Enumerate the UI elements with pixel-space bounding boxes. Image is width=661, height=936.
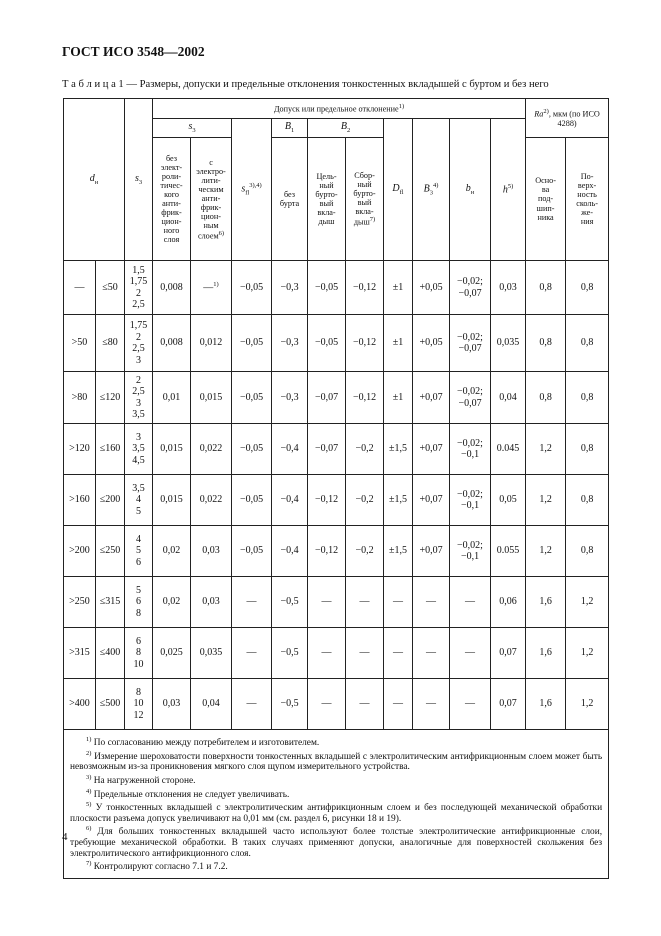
cell-bh: — (450, 577, 491, 628)
cell-dn-from: >400 (64, 679, 96, 730)
cell-b2-assembled: — (346, 679, 384, 730)
header-word: бурта (279, 199, 300, 208)
cell-dn-from: >120 (64, 424, 96, 475)
cell-b2-solid: −0,12 (308, 526, 346, 577)
cell-bh: — (450, 628, 491, 679)
header-word: ного (163, 226, 180, 236)
footnote: $^{5)}$ У тонкостенных вкладышей с электролитическим антифрикционным слоем и без последующей механической обработки плоскости разъема допуск увеличивают на 0,01 мм (см. раздел 6, рисунки 18 и 19). (70, 801, 603, 824)
header-word: с (209, 157, 213, 167)
cell-b2-assembled: −0,12 (346, 372, 384, 424)
cell-s3-no-electro: 0,008 (153, 261, 191, 315)
cell-b3: +0,07 (413, 424, 450, 475)
cell-sfl: −0,05 (232, 372, 272, 424)
header-word: Осно- (535, 176, 556, 186)
table-row (64, 628, 609, 679)
header-word: вый (319, 199, 334, 208)
cell-bh: −0,02; −0,1 (450, 526, 491, 577)
cell-b2-solid: — (308, 628, 346, 679)
cell-s3-electro: 0,012 (191, 315, 232, 372)
cell-sfl: −0,05 (232, 526, 272, 577)
header-word: же- (581, 208, 594, 218)
cell-dfl: ±1,5 (384, 526, 413, 577)
cell-dfl: — (384, 679, 413, 730)
header-word: ным (203, 220, 219, 230)
cell-h: 0,07 (491, 679, 526, 730)
table-row (64, 315, 609, 372)
header-word: без (284, 189, 296, 199)
cell-b2-assembled: −0,2 (346, 424, 384, 475)
cell-ra-base: 0,8 (526, 261, 566, 315)
cell-ra-base: 1,2 (526, 475, 566, 526)
cell-sfl: −0,05 (232, 261, 272, 315)
cell-b1: −0,3 (272, 261, 308, 315)
header-word: ва (541, 185, 550, 195)
cell-dfl: ±1 (384, 261, 413, 315)
header-s3-group: $s_3$ (153, 119, 232, 138)
cell-dfl: ±1,5 (384, 475, 413, 526)
cell-dn-from: >50 (64, 315, 96, 372)
cell-s3-electro: 0,035 (191, 628, 232, 679)
header-dn: $d_н$ (64, 99, 125, 261)
cell-b2-assembled: −0,2 (346, 475, 384, 526)
header-word: Цель- (316, 171, 337, 181)
cell-ra-surface: 0,8 (566, 372, 609, 424)
cell-ra-base: 1,6 (526, 577, 566, 628)
header-word: По- (580, 171, 594, 181)
cell-b1: −0,4 (272, 526, 308, 577)
header-b3: $B_3^{4)}$ (413, 119, 450, 261)
header-word: ника (537, 212, 554, 222)
cell-dn-to: ≤200 (96, 475, 125, 526)
cell-b2-assembled: — (346, 628, 384, 679)
cell-ra-surface: 0,8 (566, 475, 609, 526)
cell-dn-to: ≤315 (96, 577, 125, 628)
cell-b2-assembled: — (346, 577, 384, 628)
header-b1-no-collar (272, 138, 308, 261)
cell-dn-from: >250 (64, 577, 96, 628)
cell-s3-electro: 0,03 (191, 577, 232, 628)
cell-dfl: ±1 (384, 315, 413, 372)
cell-dfl: — (384, 577, 413, 628)
cell-ra-base: 0,8 (526, 372, 566, 424)
header-dfl: $D_{fl}$ (384, 119, 413, 261)
cell-s3-no-electro: 0,015 (153, 475, 191, 526)
cell-s3-values: 5 6 8 (125, 577, 153, 628)
cell-b1: −0,3 (272, 315, 308, 372)
cell-s3-no-electro: 0,02 (153, 526, 191, 577)
header-b2-group: $B_2$ (308, 119, 384, 138)
cell-b3: +0,07 (413, 526, 450, 577)
header-word: под- (538, 194, 554, 204)
footnote: $^{3)}$ На нагруженной стороне. (86, 773, 196, 786)
table-row (64, 261, 609, 315)
cell-s3-electro: —$^{1)}$ (191, 261, 232, 315)
header-word: вый (357, 198, 372, 208)
table-row (64, 679, 609, 730)
cell-ra-surface: 1,2 (566, 679, 609, 730)
table-row (64, 475, 609, 526)
cell-dfl: ±1,5 (384, 424, 413, 475)
cell-ra-base: 0,8 (526, 315, 566, 372)
cell-b3: +0,07 (413, 372, 450, 424)
cell-h: 0.055 (491, 526, 526, 577)
cell-s3-electro: 0,04 (191, 679, 232, 730)
header-word: бурто- (353, 189, 376, 199)
cell-sfl: −0,05 (232, 424, 272, 475)
table-notes (64, 730, 609, 879)
cell-ra-surface: 0,8 (566, 315, 609, 372)
cell-ra-base: 1,2 (526, 526, 566, 577)
cell-dfl: — (384, 628, 413, 679)
cell-h: 0,05 (491, 475, 526, 526)
cell-b3: — (413, 577, 450, 628)
cell-sfl: −0,05 (232, 475, 272, 526)
cell-b3: +0,05 (413, 315, 450, 372)
cell-dn-to: ≤50 (96, 261, 125, 315)
table-body (64, 261, 609, 730)
header-word: фрик- (161, 208, 182, 218)
cell-sfl: — (232, 628, 272, 679)
cell-dn-from: >160 (64, 475, 96, 526)
cell-b1: −0,4 (272, 424, 308, 475)
cell-b3: — (413, 628, 450, 679)
cell-bh: −0,02; −0,07 (450, 372, 491, 424)
header-word: сколь- (576, 199, 598, 208)
cell-s3-no-electro: 0,03 (153, 679, 191, 730)
cell-b2-solid: −0,05 (308, 261, 346, 315)
cell-dn-from: — (64, 261, 96, 315)
cell-b2-solid: −0,07 (308, 424, 346, 475)
cell-ra-base: 1,2 (526, 424, 566, 475)
cell-bh: −0,02; −0,07 (450, 315, 491, 372)
header-word: ческим (198, 184, 224, 194)
table-row (64, 577, 609, 628)
cell-s3-values: 3,5 4 5 (125, 475, 153, 526)
header-word: слоя (163, 235, 180, 245)
cell-s3-values: 1,5 1,75 2 2,5 (125, 261, 153, 315)
header-word: дыш (318, 217, 335, 227)
cell-s3-no-electro: 0,025 (153, 628, 191, 679)
cell-s3-no-electro: 0,01 (153, 372, 191, 424)
header-word: элект- (160, 162, 183, 172)
header-ra-surface (566, 138, 609, 261)
header-word: Сбор- (354, 171, 375, 181)
cell-ra-surface: 0,8 (566, 261, 609, 315)
cell-ra-surface: 1,2 (566, 628, 609, 679)
cell-s3-values: 6 8 10 (125, 628, 153, 679)
header-word: электро- (196, 166, 226, 176)
header-bh: $b_н$ (450, 119, 491, 261)
cell-sfl: — (232, 577, 272, 628)
cell-b1: −0,3 (272, 372, 308, 424)
cell-b2-solid: — (308, 679, 346, 730)
document-header: ГОСТ ИСО 3548—2002 (62, 44, 205, 59)
header-word: вкла- (317, 208, 336, 218)
cell-b2-assembled: −0,12 (346, 315, 384, 372)
cell-dn-from: >315 (64, 628, 96, 679)
page-number: 4 (62, 831, 68, 843)
header-word: без (166, 153, 178, 163)
cell-dn-to: ≤400 (96, 628, 125, 679)
header-word: ный (357, 180, 372, 190)
header-h: $h^{5)}$ (491, 119, 526, 261)
header-word: лити- (201, 175, 221, 185)
cell-ra-surface: 1,2 (566, 577, 609, 628)
cell-bh: −0,02; −0,07 (450, 261, 491, 315)
cell-h: 0,06 (491, 577, 526, 628)
cell-b2-solid: −0,07 (308, 372, 346, 424)
header-b2-assembled: Сбор- ный бурто- вый вкла- дыш$^{7)}$ (346, 138, 384, 261)
table-row (64, 424, 609, 475)
footnote: $^{4)}$ Предельные отклонения не следует увеличивать. (86, 787, 290, 800)
header-word: ный (319, 180, 334, 190)
cell-dn-to: ≤250 (96, 526, 125, 577)
header-ra-group: Ra$^{2)}$, мкм (по ИСО 4288) (526, 99, 609, 138)
footnote: $^{2)}$ Измерение шероховатости поверхности тонкостенных вкладышей с электролитическим антифрикционным слоем может быть невозможным из-за проникновения мягкого слоя щупом измерительного устройства. (70, 749, 603, 773)
table-head (64, 99, 609, 261)
cell-s3-electro: 0,022 (191, 424, 232, 475)
cell-s3-values: 1,75 2 2,5 3 (125, 315, 153, 372)
cell-ra-base: 1,6 (526, 628, 566, 679)
cell-dfl: ±1 (384, 372, 413, 424)
cell-s3-values: 4 5 6 (125, 526, 153, 577)
cell-bh: −0,02; −0,1 (450, 424, 491, 475)
footnote: $^{6)}$ Для больших тонкостенных вкладышей часто используют более толстые электролитические антифрикционные слои, требующие механической обработки. В таких случаях применяют допуски, аналогичные для поверхностей скольжения без электролитического антифрикционного слоя. (70, 825, 603, 859)
cell-dn-to: ≤160 (96, 424, 125, 475)
cell-s3-values: 3 3,5 4,5 (125, 424, 153, 475)
header-word: анти- (162, 199, 181, 208)
cell-b2-solid: — (308, 577, 346, 628)
header-word: ность (577, 189, 597, 199)
header-word: кого (164, 189, 179, 199)
cell-b2-assembled: −0,12 (346, 261, 384, 315)
cell-dn-to: ≤500 (96, 679, 125, 730)
header-tolerance-group: Допуск или предельное отклонение$^{1)}$ (153, 99, 526, 119)
table-caption: Т а б л и ц а 1 — Размеры, допуски и предельные отклонения тонкостенных вкладышей с буртом и без него (62, 79, 549, 90)
header-ra-base (526, 138, 566, 261)
header-sfl: $s_{fl}^{3),4)}$ (232, 119, 272, 261)
header-b2-solid (308, 138, 346, 261)
cell-dn-from: >80 (64, 372, 96, 424)
cell-b3: +0,07 (413, 475, 450, 526)
header-word: цион- (161, 217, 182, 227)
footnote: $^{7)}$ Контролируют согласно 7.1 и 7.2. (86, 860, 228, 873)
cell-s3-electro: 0,03 (191, 526, 232, 577)
cell-s3-no-electro: 0,015 (153, 424, 191, 475)
cell-b3: — (413, 679, 450, 730)
cell-ra-base: 1,6 (526, 679, 566, 730)
footnote: $^{1)}$ По согласованию между потребителем и изготовителем. (86, 736, 320, 749)
cell-s3-electro: 0,022 (191, 475, 232, 526)
cell-h: 0,07 (491, 628, 526, 679)
cell-b1: −0,5 (272, 628, 308, 679)
cell-b3: +0,05 (413, 261, 450, 315)
table-row (64, 372, 609, 424)
cell-bh: — (450, 679, 491, 730)
cell-s3-no-electro: 0,02 (153, 577, 191, 628)
cell-dn-to: ≤80 (96, 315, 125, 372)
header-s3-electro: с электро- лити- ческим анти- фрик- цион- ным слоем$^{6)}$ (191, 138, 232, 261)
cell-sfl: — (232, 679, 272, 730)
header-s3-no-electro (153, 138, 191, 261)
cell-h: 0,04 (491, 372, 526, 424)
cell-h: 0,03 (491, 261, 526, 315)
cell-s3-electro: 0,015 (191, 372, 232, 424)
header-word: тичес- (160, 180, 183, 190)
cell-b2-solid: −0,12 (308, 475, 346, 526)
cell-b1: −0,5 (272, 577, 308, 628)
cell-h: 0,035 (491, 315, 526, 372)
cell-h: 0.045 (491, 424, 526, 475)
header-word: анти- (201, 193, 221, 203)
cell-dn-to: ≤120 (96, 372, 125, 424)
header-word: роли- (161, 171, 182, 181)
cell-dn-from: >200 (64, 526, 96, 577)
cell-s3-values: 2 2,5 3 3,5 (125, 372, 153, 424)
cell-s3-no-electro: 0,008 (153, 315, 191, 372)
cell-b2-assembled: −0,2 (346, 526, 384, 577)
cell-bh: −0,02; −0,1 (450, 475, 491, 526)
header-b1-group: $B_1$ (272, 119, 308, 138)
header-word: верх- (577, 180, 597, 190)
header-word: шип- (536, 203, 555, 213)
header-s3: $s_3$ (125, 99, 153, 261)
cell-b2-solid: −0,05 (308, 315, 346, 372)
table-row (64, 526, 609, 577)
cell-ra-surface: 0,8 (566, 526, 609, 577)
header-word: бурто- (315, 189, 338, 199)
header-word: фрик- (200, 202, 222, 212)
cell-b1: −0,4 (272, 475, 308, 526)
header-word: цион- (201, 211, 221, 221)
cell-s3-values: 8 10 12 (125, 679, 153, 730)
cell-sfl: −0,05 (232, 315, 272, 372)
dimensions-table (63, 98, 609, 879)
header-word: вкла- (355, 207, 374, 217)
cell-ra-surface: 0,8 (566, 424, 609, 475)
header-word: ния (580, 217, 594, 227)
cell-b1: −0,5 (272, 679, 308, 730)
